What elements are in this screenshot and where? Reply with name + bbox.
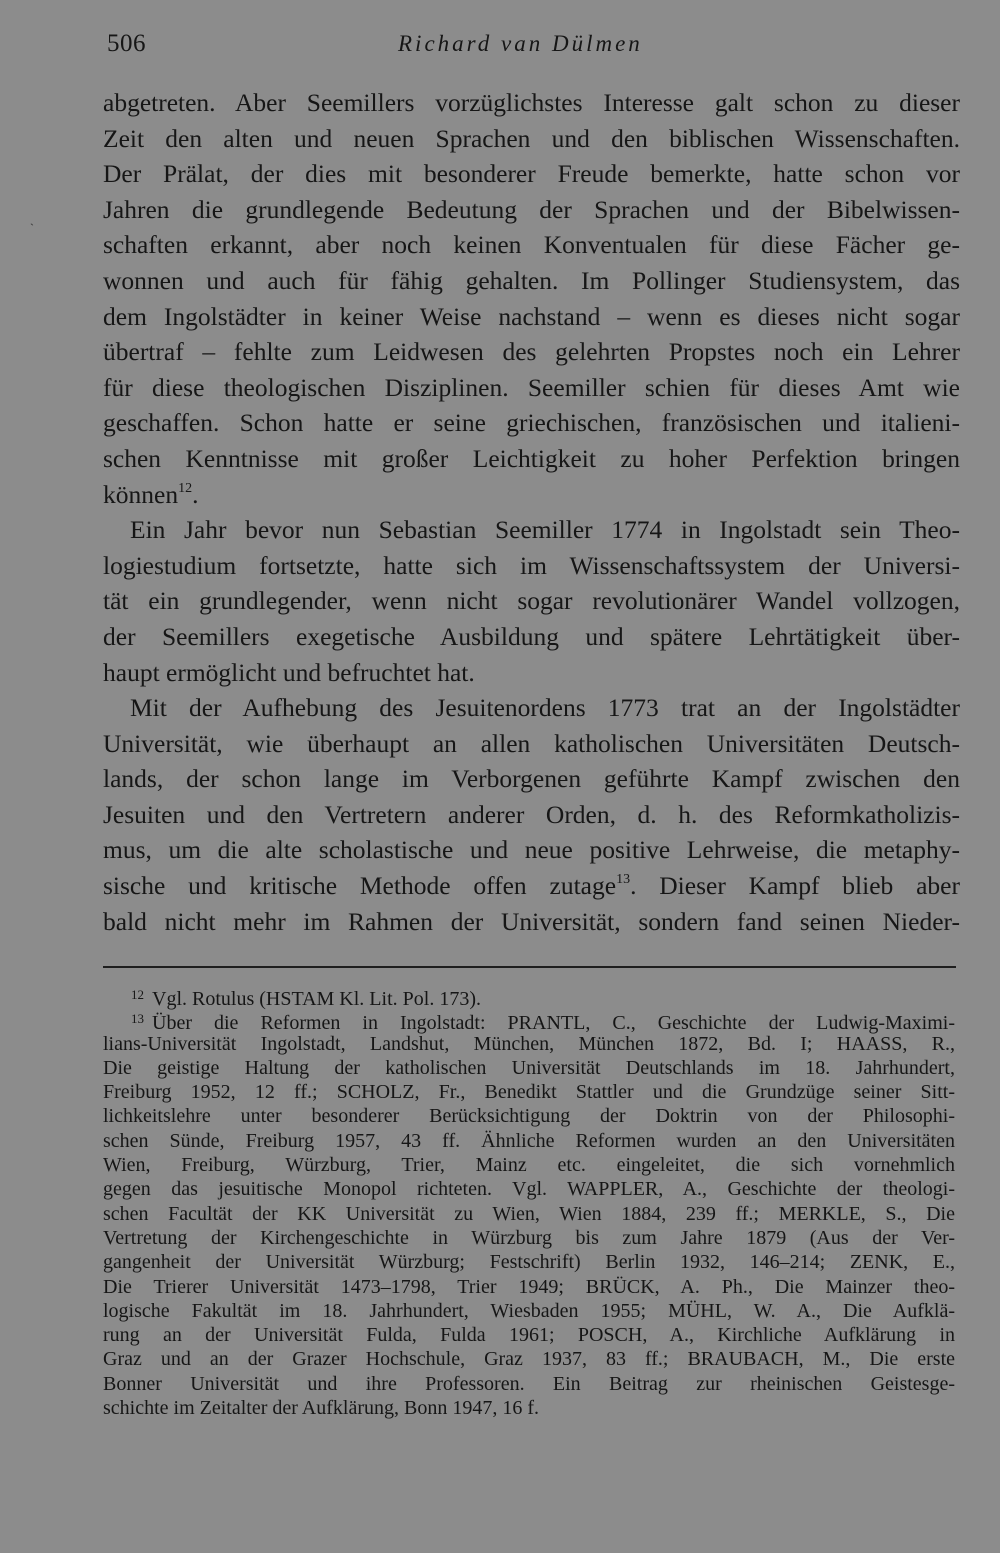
footnote-line: gegen das jesuitische Monopol richteten. Vgl. WAPPLER, A., Geschichte der theologi- <box>103 1178 955 1201</box>
footnote-line: Die Trierer Universität 1473–1798, Trier 1949; BRÜCK, A. Ph., Die Mainzer theo- <box>103 1275 955 1298</box>
body-line: schen Kenntnisse mit großer Leichtigkeit zu hoher Perfektion bringen <box>103 443 960 473</box>
footnote-marker: 13 <box>131 1011 144 1027</box>
footnote-line: lians-Universität Ingolstadt, Landshut, München, München 1872, Bd. I; HAASS, R., <box>103 1032 955 1055</box>
body-line-text: sische und kritische Methode offen zutage <box>103 871 617 901</box>
footnote-line: Wien, Freiburg, Würzburg, Trier, Mainz etc. eingeleitet, die sich vornehmlich <box>103 1154 955 1177</box>
footnote-line: schen Sünde, Freiburg 1957, 43 ff. Ähnliche Reformen wurden an den Universitäten <box>103 1129 955 1152</box>
body-line: Der Prälat, der dies mit besonderer Freude bemerkte, hatte schon vor <box>103 159 960 189</box>
footnote-ref-12[interactable]: 12 <box>178 480 193 496</box>
body-line: logiestudium fortsetzte, hatte sich im Wissenschaftssystem der Universi- <box>103 550 960 580</box>
body-line: Zeit den alten und neuen Sprachen und den biblischen Wissenschaften. <box>103 123 960 153</box>
footnote-marker: 12 <box>131 987 144 1002</box>
footnote-line: gangenheit der Universität Würzburg; Festschrift) Berlin 1932, 146–214; ZENK, E., <box>103 1251 955 1274</box>
body-line: der Seemillers exegetische Ausbildung und spätere Lehrtätigkeit über- <box>103 621 960 651</box>
page-number: 506 <box>107 30 146 57</box>
footnotes <box>103 983 955 1420</box>
body-line: wonnen und auch für fähig gehalten. Im Pollinger Studiensystem, das <box>103 265 960 295</box>
footnote-13 <box>103 1007 955 1035</box>
footnote-line: Die geistige Haltung der katholischen Universität Deutschlands im 18. Jahrhundert, <box>103 1056 955 1079</box>
scan-speck: ˏ <box>30 212 34 226</box>
body-line: tät ein grundlegender, wenn nicht sogar revolutionärer Wandel vollzogen, <box>103 586 960 616</box>
body-line: Jahren die grundlegende Bedeutung der Sprachen und der Bibelwissen- <box>103 194 960 224</box>
body-line <box>103 477 960 513</box>
footnote-line: Bonner Universität und ihre Professoren. Ein Beitrag zur rheinischen Geistesge- <box>103 1372 955 1395</box>
footnote-ref-13[interactable]: 13 <box>616 872 631 888</box>
body-line: schaften erkannt, aber noch keinen Konventualen für diese Fächer ge- <box>103 230 960 260</box>
body-line: Mit der Aufhebung des Jesuitenordens 1773 trat an der Ingolstädter <box>130 693 960 723</box>
footnote-rule <box>103 966 956 968</box>
footnote-12 <box>103 983 955 1010</box>
body-line: Universität, wie überhaupt an allen katholischen Universitäten Deutsch- <box>103 728 960 758</box>
body-line: Ein Jahr bevor nun Sebastian Seemiller 1774 in Ingolstadt sein Theo- <box>130 515 960 545</box>
footnote-line: logische Fakultät im 18. Jahrhundert, Wiesbaden 1955; MÜHL, W. A., Die Aufklä- <box>103 1299 955 1322</box>
body-line-text: Dieser Kampf blieb aber <box>636 871 960 901</box>
body-line: abgetreten. Aber Seemillers vorzüglichstes Interesse galt schon zu dieser <box>103 88 960 117</box>
footnote-line: Vertretung der Kirchengeschichte in Würzburg bis zum Jahre 1879 (Aus der Ver- <box>103 1226 955 1249</box>
footnote-line: Graz und an der Grazer Hochschule, Graz 1937, 83 ff.; BRAUBACH, M., Die erste <box>103 1348 955 1371</box>
running-head: Richard van Dülmen <box>398 31 643 56</box>
body-line: haupt ermöglicht und befruchtet hat. <box>103 657 475 687</box>
body-line <box>103 868 960 904</box>
body-line-text: können <box>103 479 179 509</box>
body-text <box>103 85 960 939</box>
footnote-line: Freiburg 1952, 12 ff.; SCHOLZ, Fr., Benedikt Stattler und die Grundzüge seiner Sitt- <box>103 1081 955 1104</box>
footnote-text: Über die Reformen in Ingolstadt: PRANTL, C., Geschichte der Ludwig-Maximi- <box>152 1012 955 1035</box>
footnote-text: Vgl. Rotulus (HSTAM Kl. Lit. Pol. 173). <box>152 988 481 1010</box>
body-line: für diese theologischen Disziplinen. Seemiller schien für dieses Amt wie <box>103 372 960 402</box>
body-line-punct: . <box>192 479 199 509</box>
body-line: mus, um die alte scholastische und neue positive Lehrweise, die metaphy- <box>103 835 960 865</box>
body-line: lands, der schon lange im Verborgenen geführte Kampf zwischen den <box>103 764 960 794</box>
body-line: Jesuiten und den Vertretern anderer Orden, d. h. des Reformkatholizis- <box>103 799 960 829</box>
body-line: übertraf – fehlte zum Leidwesen des gelehrten Propstes noch ein Lehrer <box>103 337 960 367</box>
footnote-line: schichte im Zeitalter der Aufklärung, Bonn 1947, 16 f. <box>103 1397 540 1420</box>
body-line: bald nicht mehr im Rahmen der Universität, sondern fand seinen Nieder- <box>103 906 960 936</box>
footnote-line: lichkeitslehre unter besonderer Berücksichtigung der Doktrin von der Philosophi- <box>103 1105 955 1128</box>
footnote-line: rung an der Universität Fulda, Fulda 1961; POSCH, A., Kirchliche Aufklärung in <box>103 1324 955 1347</box>
body-line: dem Ingolstädter in keiner Weise nachstand – wenn es dieses nicht sogar <box>103 301 960 331</box>
body-line-punct: . <box>630 871 637 901</box>
body-line: geschaffen. Schon hatte er seine griechischen, französischen und italieni- <box>103 408 960 438</box>
footnote-line: schen Facultät der KK Universität zu Wien, Wien 1884, 239 ff.; MERKLE, S., Die <box>103 1202 955 1225</box>
